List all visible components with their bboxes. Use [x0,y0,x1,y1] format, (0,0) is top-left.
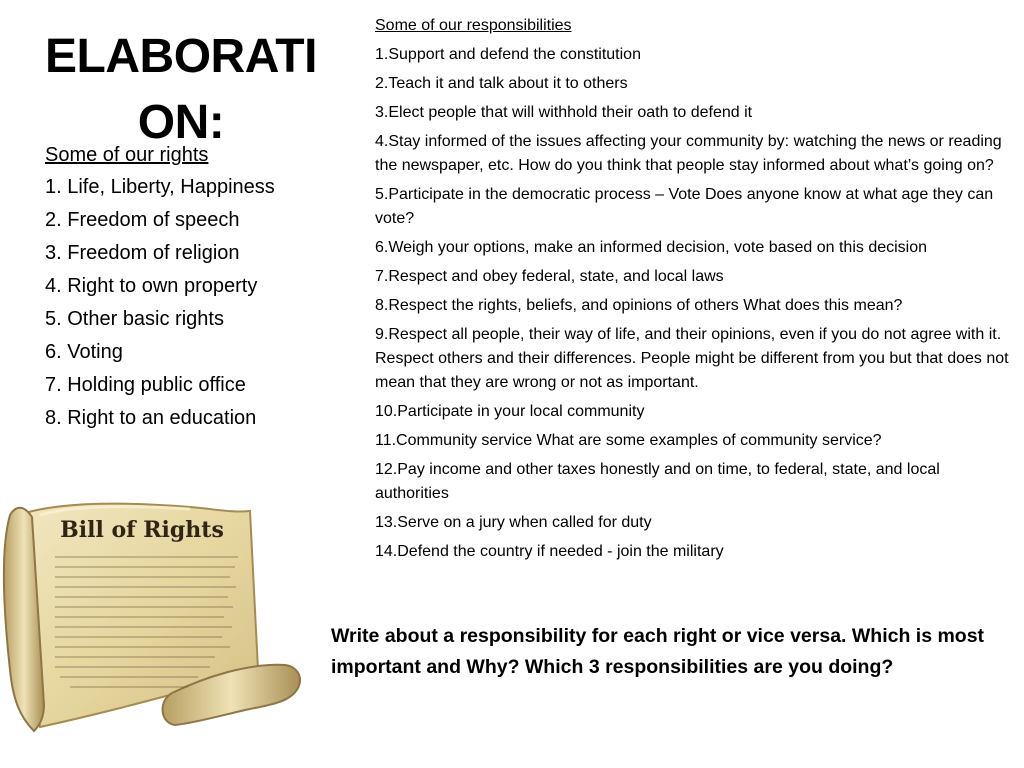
responsibility-item: 12.Pay income and other taxes honestly and on time, to federal, state, and local authorities [375,461,940,502]
responsibility-item: 4.Stay informed of the issues affecting your community by: watching the news or reading the newspaper, etc. How do you think that people stay informed about what’s going on? [375,133,1002,174]
responsibility-item: 13.Serve on a jury when called for duty [375,514,652,531]
rights-list-item: 7. Holding public office [45,374,246,396]
responsibility-item: 6.Weigh your options, make an informed decision, vote based on this decision [375,239,928,256]
rights-list-item: 5. Other basic rights [45,308,224,330]
responsibility-item: 10.Participate in your local community [375,403,645,420]
rights-list-item: 3. Freedom of religion [45,242,240,264]
responsibility-item: 11.Community service What are some examples of community service? [375,432,882,449]
responsibilities-list [375,43,1015,564]
rights-list-item: 4. Right to own property [45,275,258,297]
responsibilities-heading: Some of our responsibilities [375,17,572,34]
scroll-title: Bill of Rights [60,517,224,543]
responsibility-item: 2.Teach it and talk about it to others [375,75,628,92]
responsibility-item: 3.Elect people that will withhold their oath to defend it [375,104,753,121]
rights-list-item: 1. Life, Liberty, Happiness [45,176,275,198]
responsibility-item: 7.Respect and obey federal, state, and local laws [375,268,724,285]
rights-list-item: 2. Freedom of speech [45,209,240,231]
responsibility-item: 8.Respect the rights, beliefs, and opinions of others What does this mean? [375,297,903,314]
page-title: ELABORATI ON: [45,30,317,149]
responsibility-item: 9.Respect all people, their way of life, and their opinions, even if you do not agree with it. Respect others and their differences. People might be different from you but that does not mean that they are wrong or not as important. [375,326,1009,391]
rights-section [45,141,335,435]
bill-of-rights-scroll-icon [0,495,310,745]
responsibilities-section [375,14,1015,569]
responsibility-item: 1.Support and defend the constitution [375,46,641,63]
rights-list-item: 6. Voting [45,341,123,363]
rights-list [45,171,335,435]
responsibility-item: 14.Defend the country if needed - join the military [375,543,724,560]
writing-prompt: Write about a responsibility for each right or vice versa. Which is most important and Why? Which 3 responsibilities are you doing? [331,625,985,678]
rights-heading: Some of our rights [45,144,209,166]
rights-list-item: 8. Right to an education [45,407,257,429]
responsibility-item: 5.Participate in the democratic process – Vote Does anyone know at what age they can vote? [375,186,994,227]
